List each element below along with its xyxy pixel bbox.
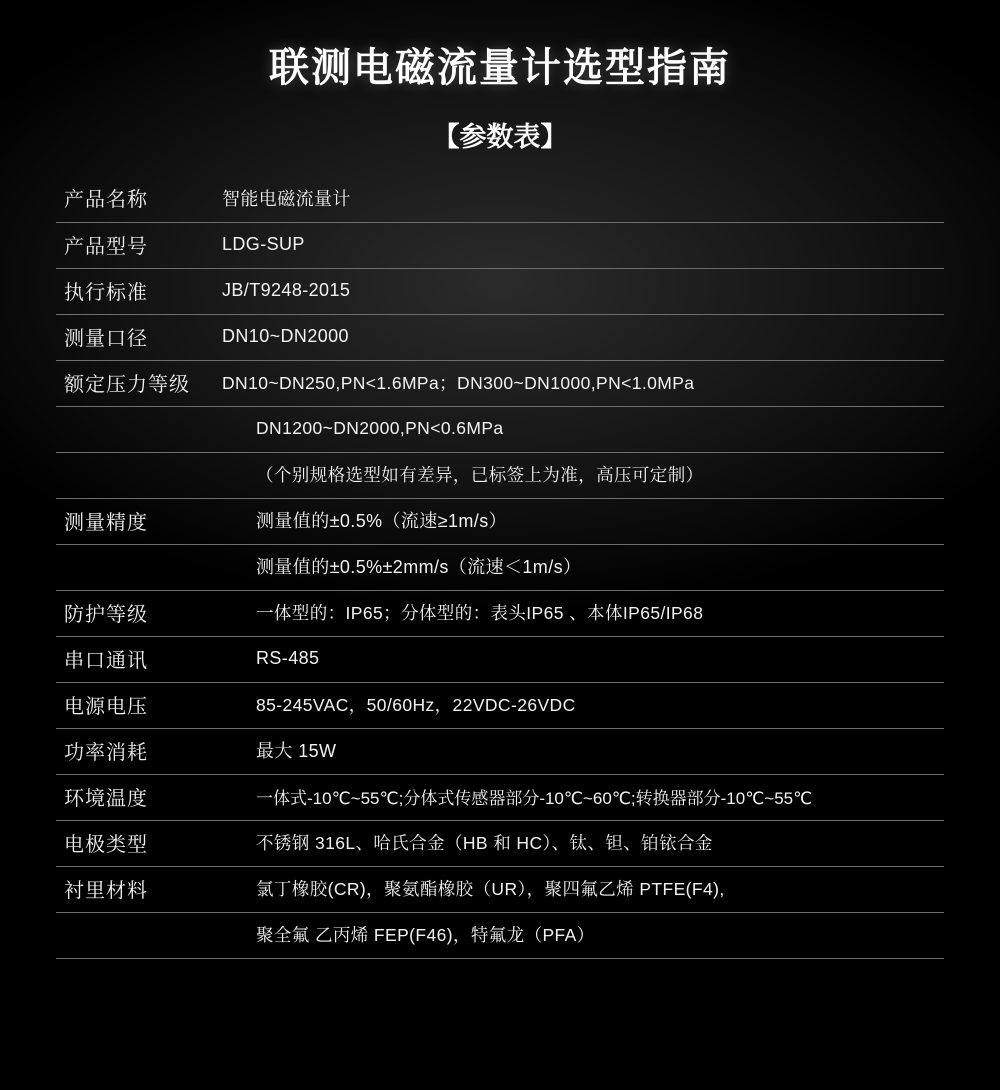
bottom-spacer <box>0 959 1000 1049</box>
row-label: 产品名称 <box>56 176 212 222</box>
table-row <box>56 866 944 912</box>
row-value: JB/T9248-2015 <box>212 268 944 314</box>
row-label: 执行标准 <box>56 268 212 314</box>
table-row <box>56 452 944 498</box>
table-row <box>56 314 944 360</box>
row-label: 电源电压 <box>56 682 212 728</box>
table-row <box>56 176 944 222</box>
row-label: 防护等级 <box>56 590 212 636</box>
row-value: （个别规格选型如有差异，已标签上为准，高压可定制） <box>212 452 944 498</box>
row-label: 测量精度 <box>56 498 212 544</box>
table-row <box>56 268 944 314</box>
row-value: 测量值的±0.5%±2mm/s（流速＜1m/s） <box>212 544 944 590</box>
table-row <box>56 406 944 452</box>
table-row <box>56 222 944 268</box>
row-label: 环境温度 <box>56 774 212 820</box>
row-label: 产品型号 <box>56 222 212 268</box>
row-label <box>56 452 212 498</box>
row-value: LDG-SUP <box>212 222 944 268</box>
table-row <box>56 682 944 728</box>
row-value: 85-245VAC，50/60Hz，22VDC-26VDC <box>212 682 944 728</box>
table-row <box>56 544 944 590</box>
row-label: 额定压力等级 <box>56 360 212 406</box>
row-value: DN10~DN250,PN<1.6MPa；DN300~DN1000,PN<1.0MPa <box>212 360 944 406</box>
table-row <box>56 498 944 544</box>
table-row <box>56 774 944 820</box>
row-value: DN10~DN2000 <box>212 314 944 360</box>
row-label <box>56 406 212 452</box>
row-value: 测量值的±0.5%（流速≥1m/s） <box>212 498 944 544</box>
row-value: 最大 15W <box>212 728 944 774</box>
row-value: RS-485 <box>212 636 944 682</box>
row-label <box>56 544 212 590</box>
row-value: 一体式-10℃~55℃;分体式传感器部分-10℃~60℃;转换器部分-10℃~55℃ <box>212 774 944 820</box>
table-row <box>56 590 944 636</box>
parameter-table <box>56 176 944 959</box>
row-label <box>56 912 212 958</box>
table-row <box>56 820 944 866</box>
section-subtitle: 【参数表】 <box>432 122 568 152</box>
row-value: 氯丁橡胶(CR)，聚氨酯橡胶（UR），聚四氟乙烯 PTFE(F4), <box>212 866 944 912</box>
row-value: 智能电磁流量计 <box>212 176 944 222</box>
row-value: DN1200~DN2000,PN<0.6MPa <box>212 406 944 452</box>
row-label: 串口通讯 <box>56 636 212 682</box>
table-row <box>56 912 944 958</box>
row-value: 聚全氟 乙丙烯 FEP(F46)，特氟龙（PFA） <box>212 912 944 958</box>
page-title: 联测电磁流量计选型指南 <box>269 46 731 90</box>
row-value: 一体型的：IP65；分体型的：表头IP65 、本体IP65/IP68 <box>212 590 944 636</box>
row-label: 功率消耗 <box>56 728 212 774</box>
row-value: 不锈钢 316L、哈氏合金（HB 和 HC）、钛、钽、铂铱合金 <box>212 820 944 866</box>
table-row <box>56 728 944 774</box>
table-row <box>56 636 944 682</box>
row-label: 测量口径 <box>56 314 212 360</box>
row-label: 衬里材料 <box>56 866 212 912</box>
table-row <box>56 360 944 406</box>
row-label: 电极类型 <box>56 820 212 866</box>
